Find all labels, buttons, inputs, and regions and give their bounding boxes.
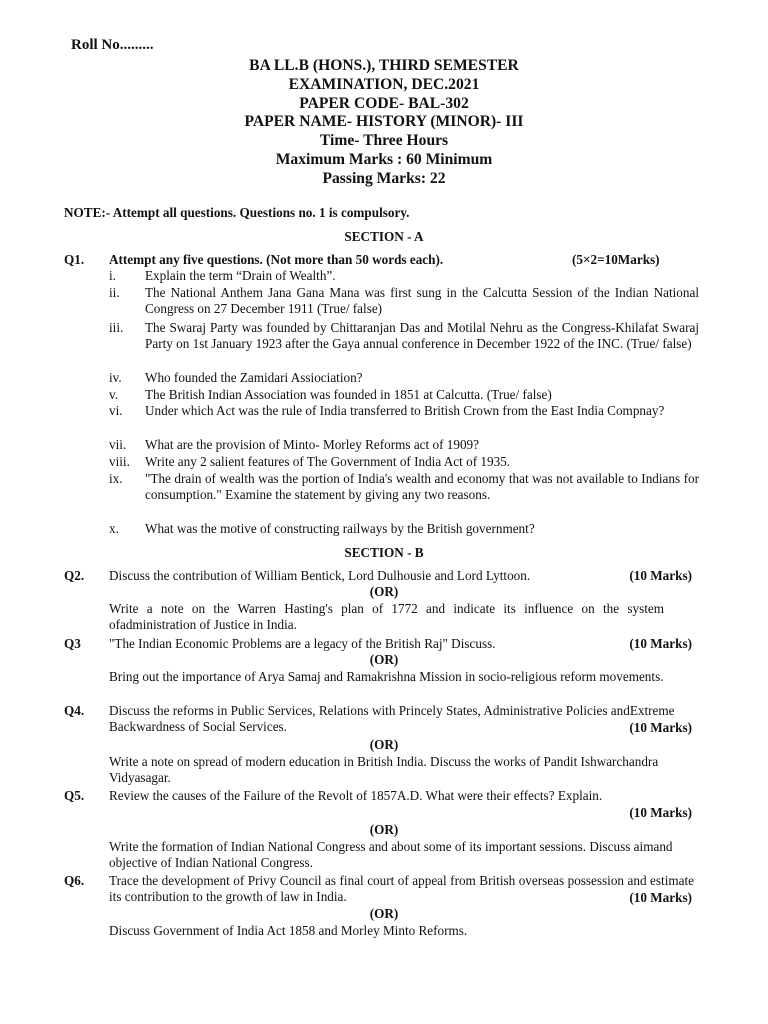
q3-text: "The Indian Economic Problems are a legacy of the British Raj" Discuss.: [109, 636, 496, 651]
note: NOTE:- Attempt all questions. Questions no. 1 is compulsory.: [64, 205, 410, 220]
or-separator: (OR): [369, 737, 399, 752]
q5-number: Q5.: [64, 788, 85, 803]
header-line-passing: Passing Marks: 22: [322, 169, 446, 187]
q2-number: Q2.: [64, 568, 85, 583]
q5-alternative: Write the formation of Indian National Congress and about some of its important sessions. Discuss aimand objective of Indian National Congress.: [109, 839, 673, 870]
header-line-paper: PAPER NAME- HISTORY (MINOR)- III: [244, 113, 524, 131]
q1-number: Q1.: [64, 252, 85, 267]
q3-marks: (10 Marks): [629, 636, 692, 651]
q1-item-number: ii.: [109, 285, 120, 300]
q1-item-number: ix.: [109, 471, 123, 486]
q1-marks: (5×2=10Marks): [572, 252, 660, 267]
header-line-exam: EXAMINATION, DEC.2021: [288, 75, 480, 93]
roll-number: Roll No.........: [71, 37, 154, 53]
q6-text: Trace the development of Privy Council as final court of appeal from British overseas possession and estimate its contribution to the growth of law in India.: [109, 873, 694, 904]
q1-item-text: Explain the term “Drain of Wealth”.: [145, 268, 336, 283]
header-line-time: Time- Three Hours: [319, 132, 449, 150]
q5-marks: (10 Marks): [629, 805, 692, 820]
q4-marks: (10 Marks): [629, 720, 692, 735]
q1-instruction: Attempt any five questions. (Not more than 50 words each).: [109, 252, 444, 267]
header-line-code: PAPER CODE- BAL-302: [299, 94, 469, 112]
q1-item-text: Who founded the Zamidari Assiociation?: [145, 370, 363, 385]
q4-number: Q4.: [64, 703, 85, 718]
or-separator: (OR): [369, 822, 399, 837]
q1-item-text: Write any 2 salient features of The Government of India Act of 1935.: [145, 454, 511, 469]
q1-item-number: viii.: [109, 454, 130, 469]
q1-item-number: vii.: [109, 437, 127, 452]
q1-item-text: Under which Act was the rule of India transferred to British Crown from the East India Compnay?: [145, 403, 665, 418]
q5-text: Review the causes of the Failure of the Revolt of 1857A.D. What were their effects? Explain.: [109, 788, 603, 803]
q1-item-number: iv.: [109, 370, 122, 385]
q1-item-number: v.: [109, 387, 119, 402]
q2-marks: (10 Marks): [629, 568, 692, 583]
q3-alternative: Bring out the importance of Arya Samaj and Ramakrishna Mission in socio-religious reform movements.: [109, 669, 664, 684]
q1-item-text: What was the motive of constructing railways by the British government?: [145, 521, 535, 536]
q1-item-number: x.: [109, 521, 119, 536]
q6-marks: (10 Marks): [629, 890, 692, 905]
or-separator: (OR): [369, 584, 399, 599]
q1-item-text: What are the provision of Minto- Morley Reforms act of 1909?: [145, 437, 479, 452]
or-separator: (OR): [369, 906, 399, 921]
q6-number: Q6.: [64, 873, 85, 888]
q1-item-number: iii.: [109, 320, 124, 335]
header-line-programme: BA LL.B (HONS.), THIRD SEMESTER: [249, 57, 519, 74]
q4-alternative: Write a note on spread of modern education in British India. Discuss the works of Pandit Ishwarchandra Vidyasagar.: [109, 754, 659, 785]
or-separator: (OR): [369, 652, 399, 667]
q3-number: Q3: [64, 636, 81, 651]
q4-text: Discuss the reforms in Public Services, Relations with Princely States, Administrative Policies andExtreme Backwardness of Social Services.: [109, 703, 675, 734]
q2-text: Discuss the contribution of William Bentick, Lord Dulhousie and Lord Lyttoon.: [109, 568, 531, 583]
section-b-heading: SECTION - B: [344, 545, 424, 560]
q1-item-text: The British Indian Association was founded in 1851 at Calcutta. (True/ false): [145, 387, 552, 402]
q2-alternative: Write a note on the Warren Hasting's plan of 1772 and indicate its influence on the system ofadministration of Justice in India.: [109, 601, 664, 632]
q6-alternative: Discuss Government of India Act 1858 and Morley Minto Reforms.: [109, 923, 468, 938]
q1-item-text: The Swaraj Party was founded by Chittaranjan Das and Motilal Nehru as the Congress-Khilafat Swaraj Party on 1st January 1923 after the Gaya annual conference in December 1922 of the INC. (True/ false): [145, 320, 699, 351]
q1-item-text: The National Anthem Jana Gana Mana was first sung in the Calcutta Session of the Indian National Congress on 27 December 1911 (True/ false): [145, 285, 699, 316]
header-line-max-marks: Maximum Marks : 60 Minimum: [275, 150, 493, 168]
section-a-heading: SECTION - A: [344, 229, 424, 244]
exam-header: [0, 57, 768, 189]
q1-item-number: i.: [109, 268, 116, 283]
q1-item-text: "The drain of wealth was the portion of India's wealth and economy that was not available to Indians for consumption." Examine the statement by giving any two reasons.: [145, 471, 699, 502]
q1-item-number: vi.: [109, 403, 123, 418]
